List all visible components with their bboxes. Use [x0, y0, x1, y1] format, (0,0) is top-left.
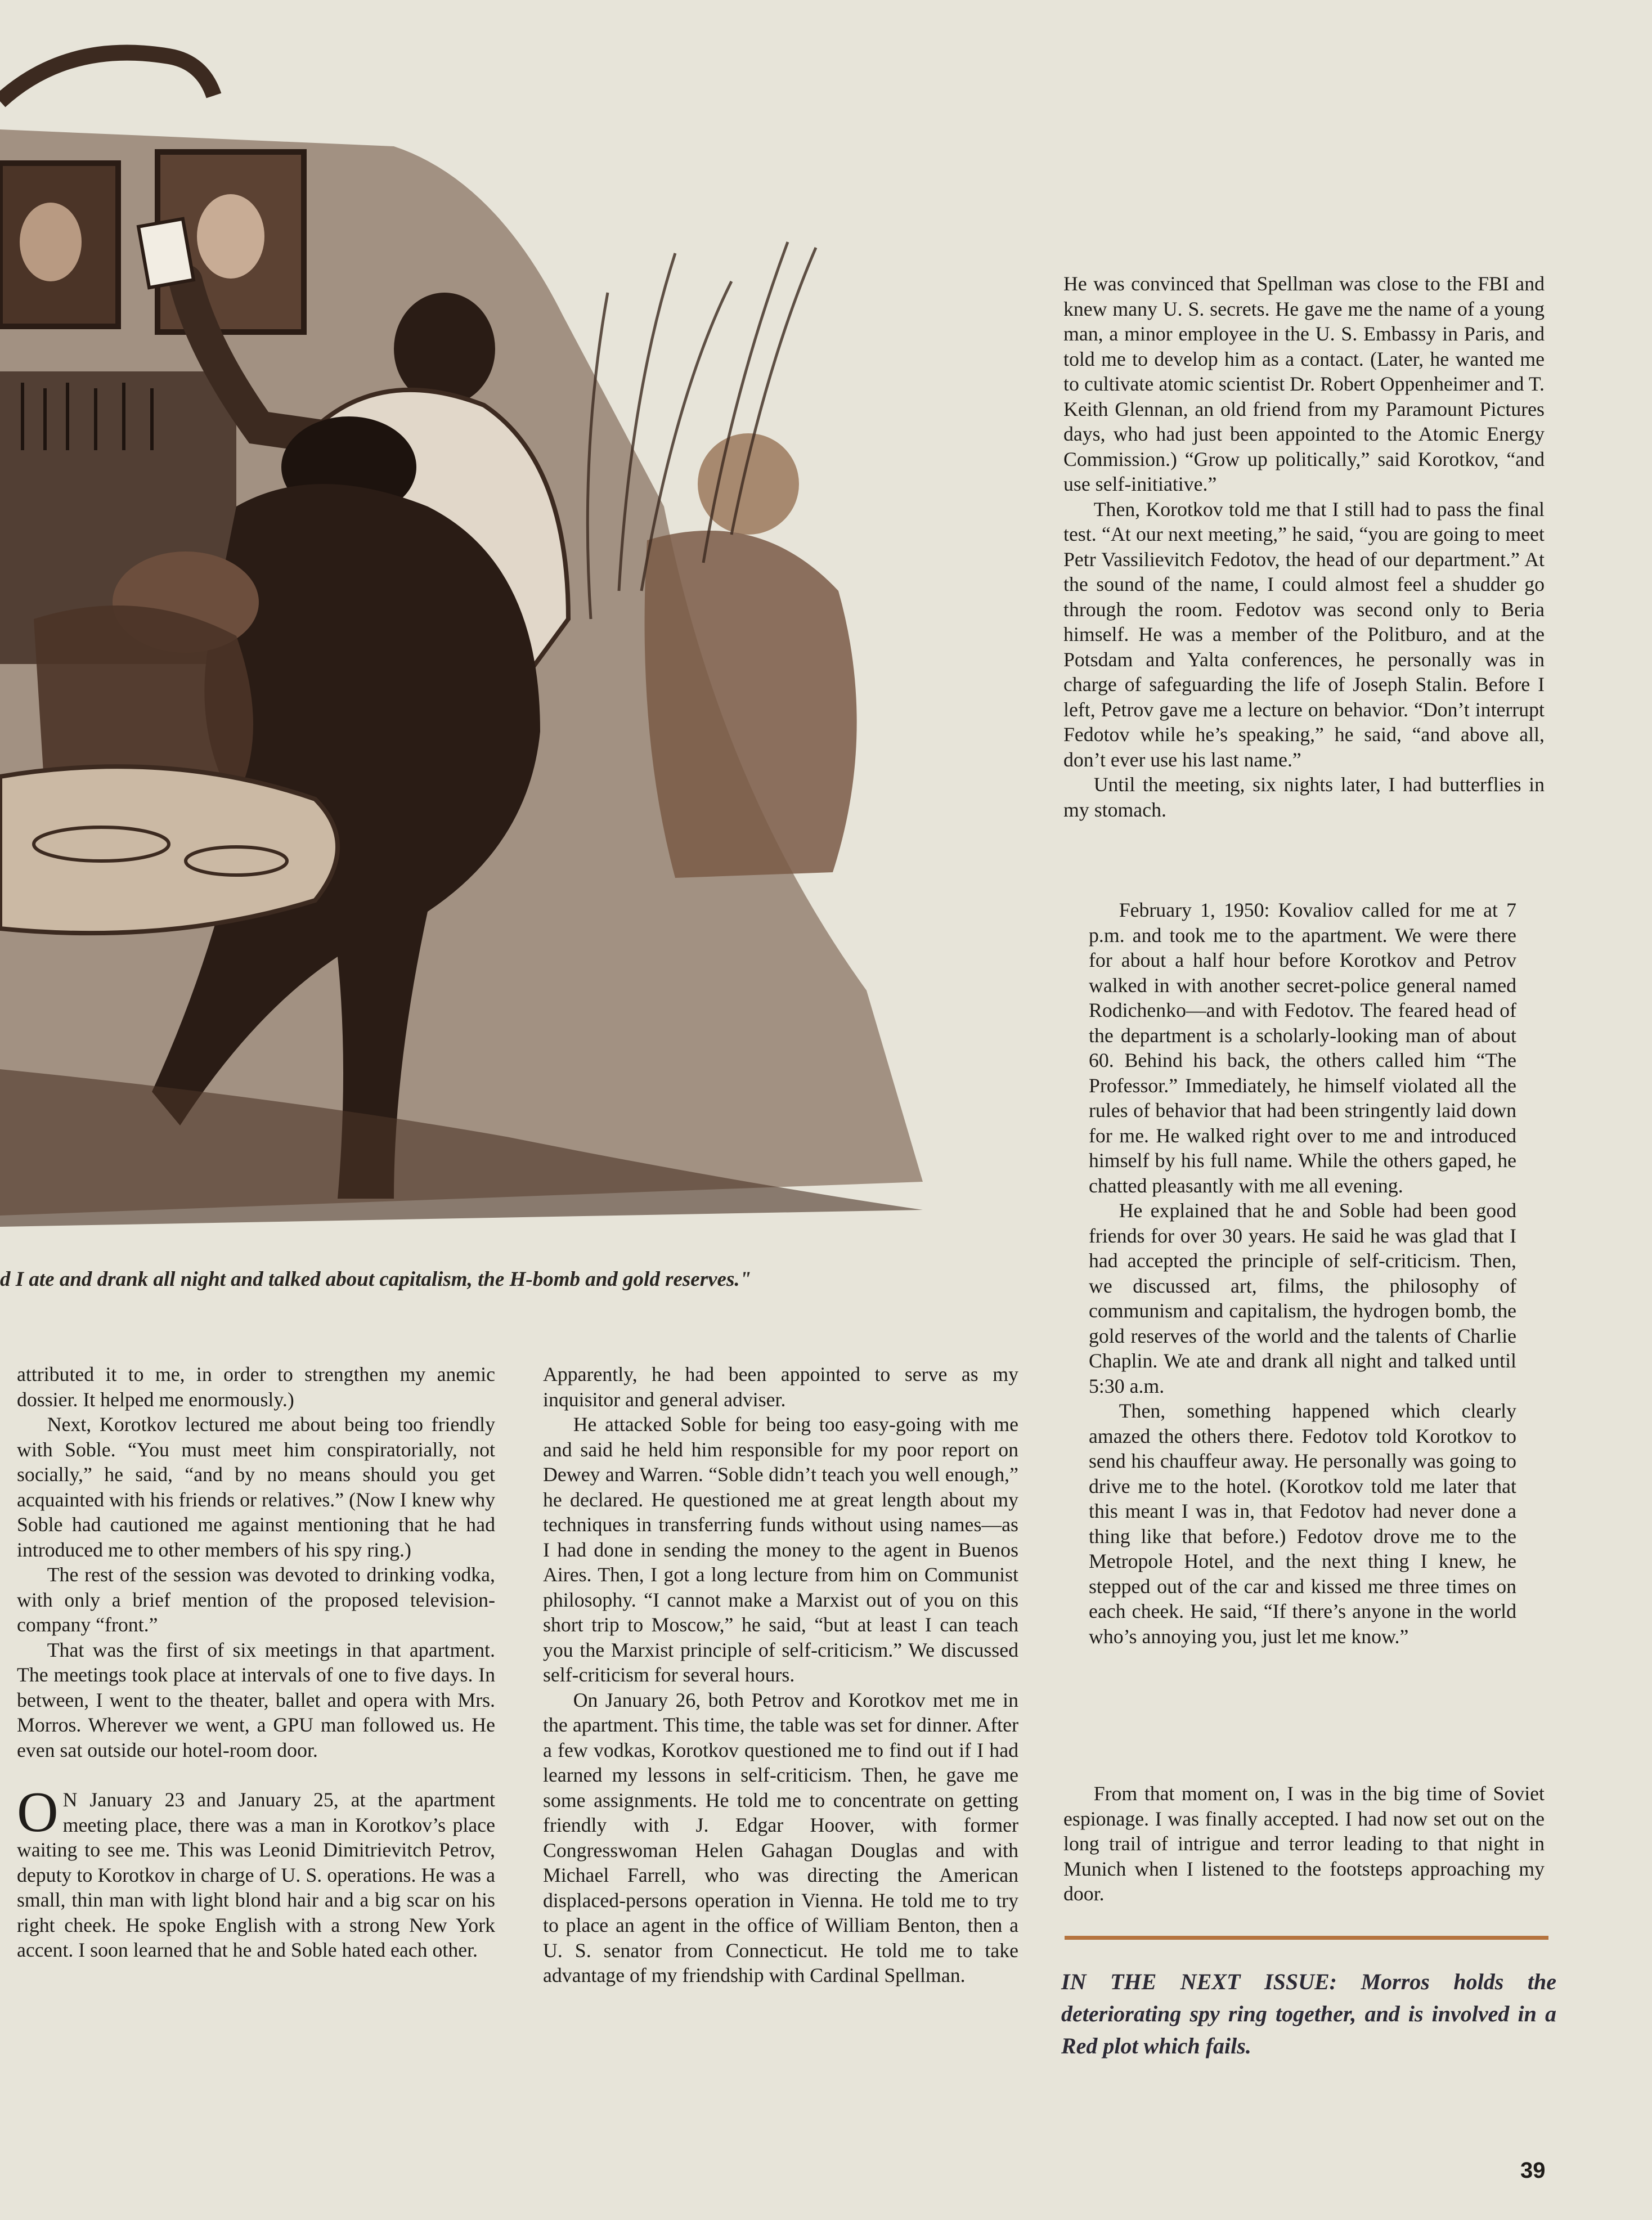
paragraph: February 1, 1950: Kovaliov called for me at 7 p.m. and took me to the apartment. We were there for about a half hour before Korotkov and Petrov walked in with another secret-police general named Rodichenko—and with Fedotov. The feared head of the department is a scholarly-looking man of about 60. Behind his back, the others called him “The Professor.” Immediately, he himself violated all the rules of behavior that had been stringently laid down for me. He walked right over to me and introduced himself by his full name. While the others gaped, he chatted pleasantly with me all evening. — [1089, 899, 1516, 1197]
paragraph: attributed it to me, in order to strengthen my anemic dossier. It helped me enormously.) — [17, 1363, 495, 1411]
section-divider — [1065, 1936, 1548, 1940]
lamp-arc — [0, 53, 214, 101]
raised-glass — [138, 219, 194, 288]
paragraph-text: N January 23 and January 25, at the apartment meeting place, there was a man in Korotkov’s place waiting to see me. This was Leonid Dimitrievitch Petrov, deputy to Korotkov in charge of U. S. operations. He was a small, thin man with light blond hair and a big scar on his right cheek. He spoke English with a strong New York accent. I soon learned that he and Soble hated each other. — [17, 1788, 495, 1961]
article-column-2 — [543, 1362, 1018, 1988]
next-issue-teaser: IN THE NEXT ISSUE: Morros holds the deteriorating spy ring together, and is involved in a Red plot which fails. — [1061, 1969, 1556, 2058]
paragraph: From that moment on, I was in the big time of Soviet espionage. I was finally accepted. I had now set out on the long trail of intrigue and terror leading to that night in Munich when I listened to the footsteps approaching my door. — [1063, 1782, 1545, 1905]
paragraph: Until the meeting, six nights later, I had butterflies in my stomach. — [1063, 773, 1545, 821]
paragraph: He was convinced that Spellman was close to the FBI and knew many U. S. secrets. He gave me the name of a young man, a minor employee in the U. S. Embassy in Paris, and told me to develop him as a contact. (Later, he wanted me to cultivate atomic scientist Dr. Robert Oppenheimer and T. Keith Glennan, an old friend from my Paramount Pictures days, who had just been appointed to the Atomic Energy Commission.) “Grow up politically,” said Korotkov, “and use self-initiative.” — [1063, 272, 1545, 495]
article-column-3-bottom — [1063, 1781, 1545, 1907]
paragraph: The rest of the session was devoted to drinking vodka, with only a brief mention of the proposed television-company “front.” — [17, 1563, 495, 1636]
article-column-3-middle — [1089, 898, 1516, 1649]
ink-wash-illustration — [0, 0, 990, 1238]
article-column-1 — [17, 1362, 495, 1963]
paragraph: On January 26, both Petrov and Korotkov met me in the apartment. This time, the table was set for dinner. After a few vodkas, Korotkov questioned me to find out if I had learned my lessons in self-criticism. Then, he gave me some assignments. He told me to concentrate on getting friendly with J. Edgar Hoover, with former Congresswoman Helen Gahagan Douglas and with Michael Farrell, who was directing the American displaced-persons operation in Vienna. He told me to try to place an agent in the office of William Benton, then a U. S. senator from Connecticut. He told me to take advantage of my friendship with Cardinal Spellman. — [543, 1688, 1018, 1986]
paragraph-dropcap — [17, 1781, 495, 1963]
paragraph: Apparently, he had been appointed to serve as my inquisitor and general adviser. — [543, 1363, 1018, 1411]
paragraph: Then, Korotkov told me that I still had to pass the final test. “At our next meeting,” he said, “you are going to meet Petr Vassilievitch Fedotov, the head of our department.” At the sound of the name, I could almost feel a shudder go through the room. Fedotov was second only to Beria himself. He was a member of the Politburo, and at the Potsdam and Yalta conferences, he personally was in charge of safeguarding the life of Joseph Stalin. Before I left, Petrov gave me a lecture on behavior. “Don’t interrupt Fedotov while he’s speaking,” he said, “and above all, don’t ever use his last name.” — [1063, 497, 1545, 771]
paragraph: He attacked Soble for being too easy-going with me and said he held him responsible for my poor report on Dewey and Warren. “Soble didn’t teach you well enough,” he declared. He questioned me at great length about my techniques in transferring funds without using names—as I had done in sending the money to the agent in Buenos Aires. Then, I got a long lecture from him on Communist philosophy. “I cannot make a Marxist out of you on this short trip to Moscow,” he said, “but at least I can teach you the Marxist principle of self-criticism.” We discussed self-criticism for several hours. — [543, 1413, 1018, 1686]
page-number: 39 — [1520, 2158, 1546, 2183]
article-column-3-top — [1063, 271, 1545, 822]
paragraph: That was the first of six meetings in that apartment. The meetings took place at intervals of one to five days. In between, I went to the theater, ballet and opera with Mrs. Morros. Wherever we went, a GPU man followed us. He even sat outside our hotel-room door. — [17, 1638, 495, 1761]
illustration-caption: d I ate and drank all night and talked about capitalism, the H-bomb and gold reserves." — [0, 1268, 752, 1291]
dinner-table — [0, 766, 338, 933]
illustration-drawing — [0, 0, 990, 1238]
paragraph: Next, Korotkov lectured me about being too friendly with Soble. “You must meet him conspiratorially, not socially,” he said, “and by no means should you get acquainted with his friends or relatives.” (Now I knew why Soble had cautioned me against mentioning that he had introduced me to other members of his spy ring.) — [17, 1413, 495, 1561]
paragraph: Then, something happened which clearly amazed the others there. Fedotov told Korotkov to send his chauffeur away. He personally was going to drive me to the hotel. (Korotkov told me later that this meant I was in, that Fedotov had never done a thing like that before.) Fedotov drove me to the Metropole Hotel, and the next thing I knew, he stepped out of the car and kissed me three times on each cheek. He said, “If there’s anyone in the world who’s annoying you, just let me know.” — [1089, 1400, 1516, 1648]
seated-guest-right — [645, 531, 857, 878]
paragraph: He explained that he and Soble had been good friends for over 30 years. He said he was glad that I had accepted the principle of self-criticism. Then, we discussed art, films, the philosophy of communism and capitalism, the hydrogen bomb, the gold reserves of the world and the talents of Charlie Chaplin. We ate and drank all night and talked until 5:30 a.m. — [1089, 1199, 1516, 1397]
drop-cap: O — [17, 1781, 59, 1844]
